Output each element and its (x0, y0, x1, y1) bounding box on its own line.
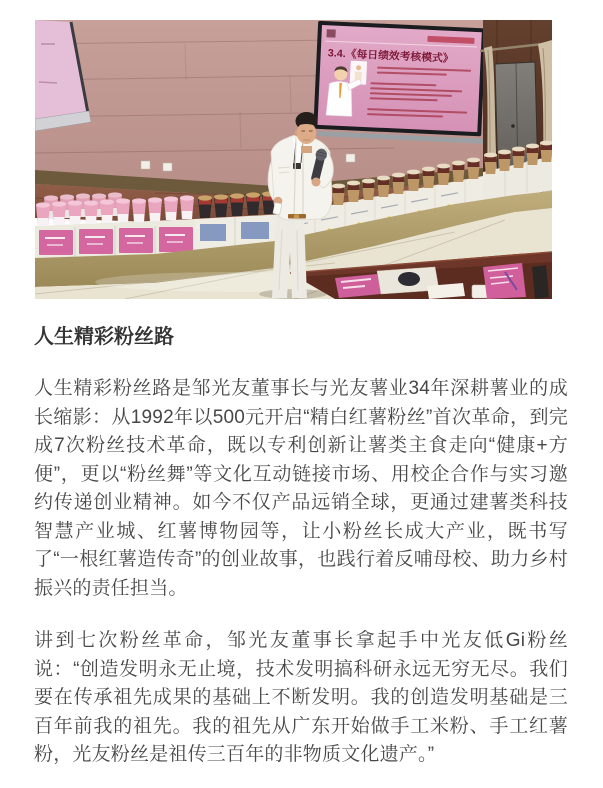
face (297, 122, 317, 144)
article-paragraph-2: 讲到七次粉丝革命，邹光友董事长拿起手中光友低Gi粉丝说：“创造发明永无止境，技术发明搞科研永远无穷无尽。我们要在传承祖先成果的基础上不断发明。我的创造发明基础是三百年前我的祖先。我的祖先从广东开始做手工米粉、手工红薯粉，光友粉丝是祖传三百年的非物质文化遗产。” (34, 630, 568, 765)
pink-flyer-2 (483, 263, 526, 299)
article-heading: 人生精彩粉丝路 (34, 326, 174, 348)
event-photo[interactable] (35, 20, 552, 299)
slide-title: 3.4.《每日绩效考核模式》 (327, 47, 451, 65)
black-object (532, 265, 549, 299)
article-paragraph-1: 人生精彩粉丝路是邹光友董事长与光友薯业34年深耕薯业的成长缩影：从1992年以500元开启“精白红薯粉丝”首次革命，到完成7次粉丝技术革命，既以专利创新让薯类主食走向“健康+方便”，更以“粉丝舞”等文化互动链接市场、用校企合作与实习邀约传递创业精神。如今不仅产品远销全球，更通过建薯类科技智慧产业城、红薯博物园等，让小粉丝长成大产业，既书写了“一根红薯造传奇”的创业故事，也践行着反哺母校、助力乡村振兴的责任担当。 (34, 378, 568, 599)
auditorium-scene (35, 20, 552, 299)
tv-screen (313, 21, 486, 137)
slide-logo (326, 29, 335, 37)
door-lock (511, 124, 515, 128)
